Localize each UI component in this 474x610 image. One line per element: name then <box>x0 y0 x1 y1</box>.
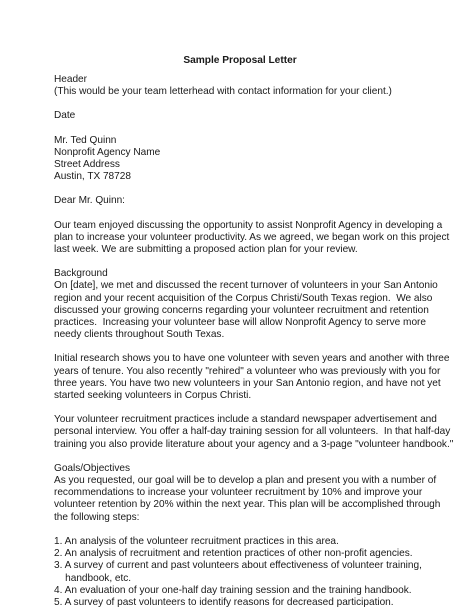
steps-list <box>54 536 426 609</box>
goals-p1-line: volunteer retention by 20% within the next year. This plan will be accomplished through <box>54 499 441 511</box>
background-p3-line: personal interview. You offer a half-day training session for all volunteers. In that half-day <box>54 426 451 438</box>
intro-line: last week. We are submitting a proposed action plan for your review. <box>54 244 358 256</box>
background-heading: Background <box>54 268 108 280</box>
list-item: 5. A survey of past volunteers to identify reasons for decreased participation. <box>54 596 394 608</box>
recipient-street: Street Address <box>54 159 120 171</box>
background-p1-line: On [date], we met and discussed the recent turnover of volunteers in your San Antonio <box>54 280 438 292</box>
header-label: Header <box>54 74 87 85</box>
background-p2-line: Initial research shows you to have one volunteer with seven years and another with three <box>54 353 450 365</box>
recipient-organization: Nonprofit Agency Name <box>54 146 161 158</box>
background-p2-line: started seeking volunteers in Corpus Christi. <box>54 390 252 402</box>
list-item: handbook, etc. <box>54 572 132 584</box>
goals-p1-line: the following steps: <box>54 511 140 523</box>
goals-p1-line: recommendations to increase your volunteer recruitment by 10% and improve your <box>54 487 423 499</box>
list-item: 1. An analysis of the volunteer recruitment practices in this area. <box>54 535 339 547</box>
list-item: 3. A survey of current and past volunteers about effectiveness of volunteer training, <box>54 560 422 572</box>
background-p1-line: region and your recent acquisition of the Corpus Christi/South Texas region. We also <box>54 292 433 304</box>
date-label: Date <box>54 110 76 122</box>
background-p2-line: years of tenure. You also recently "rehired" a volunteer who was previously with you for <box>54 365 441 377</box>
background-p1-line: needy clients throughout South Texas. <box>54 329 225 341</box>
list-item: 2. An analysis of recruitment and retention practices of other non-profit agencies. <box>54 548 413 560</box>
goals-section <box>54 462 441 524</box>
background-p2-line: three years. You have two new volunteers in your San Antonio region, and have not yet <box>54 377 441 389</box>
background-paragraph-2 <box>54 353 450 402</box>
background-p1-line: practices. Increasing your volunteer base will allow Nonprofit Agency to serve more <box>54 317 426 329</box>
proposal-letter <box>54 55 454 609</box>
salutation <box>54 195 426 207</box>
intro-paragraph <box>54 219 450 257</box>
background-section <box>54 268 438 341</box>
goals-p1-line: As you requested, our goal will be to develop a plan and present you with a number of <box>54 475 437 487</box>
intro-line: Our team enjoyed discussing the opportunity to assist Nonprofit Agency in developing a <box>54 219 443 231</box>
salutation-text: Dear Mr. Quinn: <box>54 195 125 207</box>
recipient-address <box>54 135 426 184</box>
recipient-city: Austin, TX 78728 <box>54 171 131 183</box>
goals-heading: Goals/Objectives <box>54 462 130 474</box>
background-p3-line: Your volunteer recruitment practices include a standard newspaper advertisement and <box>54 414 437 426</box>
document-title: Sample Proposal Letter <box>183 55 297 66</box>
header-note: (This would be your team letterhead with contact information for your client.) <box>54 86 392 98</box>
intro-line: plan to increase your volunteer productivity. As we agreed, we began work on this project <box>54 231 450 243</box>
background-p1-line: discussed your growing concerns regarding your volunteer recruitment and retention <box>54 304 429 316</box>
header-section <box>54 74 426 98</box>
date-section <box>54 110 426 122</box>
background-p3-line: training you also provide literature about your agency and a 3-page "volunteer handbook." <box>54 438 454 450</box>
recipient-name: Mr. Ted Quinn <box>54 134 117 146</box>
background-paragraph-3 <box>54 414 454 451</box>
list-item: 4. An evaluation of your one-half day training session and the training handbook. <box>54 584 412 596</box>
